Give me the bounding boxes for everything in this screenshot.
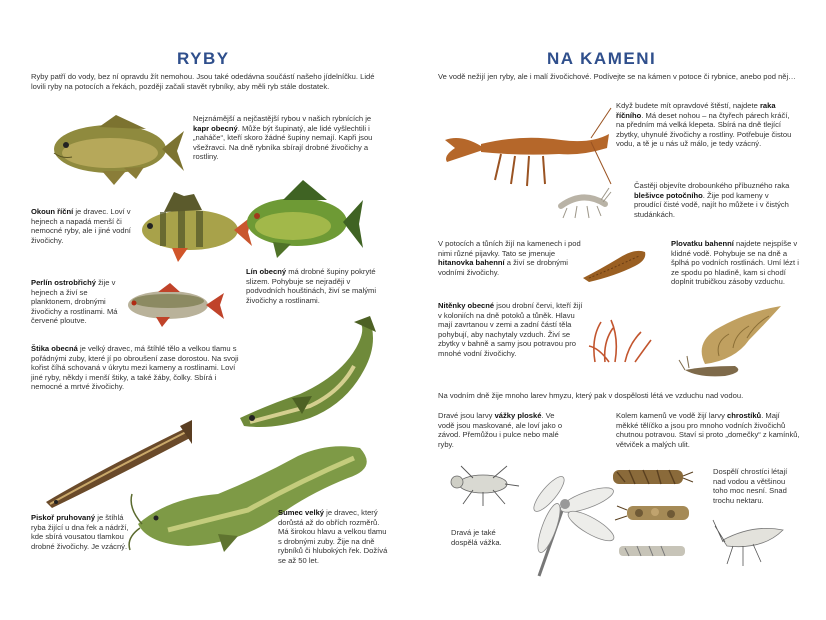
tench-illustration [243,178,363,260]
vazka-caption: Dravá je také dospělá vážka. [451,528,502,547]
amphipod-illustration [553,186,613,220]
tubifex-illustration [585,318,655,364]
caddisfly-illustration [713,516,785,570]
okoun-text: Okoun říční je dravec. Loví v hejnech a napadá menší či nemocné ryby, ale i jiné vodní živočichy. [31,207,131,245]
intro-text: Ryby patří do vody, bez ní opravdu žít nemohou. Jsou také odedávna součástí našeho jídelníčku. Lidé lovili ryby na potocích a řekách, později začali stavět rybníky, aby měli ryb stále dostatek. [31,72,375,91]
rudd-illustration [122,283,226,329]
piskor-text: Piskoř pruhovaný je štíhlá ryba žijící u dna řek a nádrží, kde sbírá vousatou tlamkou drobné živočichy. Je vzácný. [31,513,129,551]
chrostik-text: Kolem kamenů ve vodě žijí larvy chrostíků. Mají měkké tělíčko a jsou pro mnoho vodních živočichů chutnou potravou. Staví si proto „domečky“ z kamínků, větviček a malých ulit. [616,411,800,449]
right-page [413,0,826,620]
hitanovka-text: V potocích a tůních žijí na kamenech i pod nimi různé pijavky. Tato se jmenuje hitanovka bahenní a živí se drobnými vodními živočichy. [438,239,581,277]
perch-illustration [134,190,254,268]
pike-illustration [230,318,380,438]
dragonfly-illustration [529,478,613,578]
leech-illustration [579,244,649,284]
larvy-intro-text: Na vodním dně žije mnoho larev hmyzu, který pak v dospělosti létá ve vzduchu nad vodou. [438,391,744,400]
crayfish-illustration [441,104,611,194]
vazky-text: Dravé jsou larvy vážky ploské. Ve vodě jsou maskované, ale loví jako o závod. Přemůžou i pulce nebo malé ryby. [438,411,563,449]
dragonfly-larva-illustration [443,462,521,506]
snail-illustration [675,304,785,378]
perlin-text: Perlín ostrobřichý žije v hejnech a živí se planktonem, drobnými živočichy a rostlinami. Má červené ploutve. [31,278,118,326]
chrostik-caption: Dospělí chrostíci létají nad vodou a většinou toho moc nesní. Snad trochu nektaru. [713,467,788,505]
blesivec-text: Častěji objevíte drobounkého příbuzného raka blešivce potočního. Žije pod kameny v proudící čisté vodě, najít ho můžete i v čistých studánkách. [634,181,790,219]
page-title-ryby: RYBY [177,49,230,68]
caddis-larvae-illustration [609,466,693,570]
page-title-na-kameni: NA KAMENI [547,49,657,68]
lin-text: Lín obecný má drobné šupiny pokryté slizem. Pohybuje se nejraději v podvodních houštinách, živí se malými živočichy a rostlinami. [246,267,377,305]
nitenky-text: Nitěnky obecné jsou drobní červi, kteří žijí v koloniích na dně potoků a tůněk. Hlavu mají zavrtanou v zemi a zadní částí těla pohybují, aby nachytaly vzduch. Živí se zbytky v bahně a samy jsou potravou pro mnohé vodní živočichy. [438,301,583,358]
kapr-text: Nejznámější a nejčastější rybou v našich rybnících je kapr obecný. Může být šupinatý, ale lidé vyšlechtili i „naháče“, kteří skoro žádné šupiny nemají. Kapři jsou všežravci. Na dně rybníka sbírají drobné živočichy a rostliny. [193,114,373,162]
rak-text: Když budete mít opravdové štěstí, najdete raka říčního. Má deset nohou – na čtyřech párech kráčí, na předním má velká klepeta. Sbírá na dně tlející zbytky, uhynulé živočichy a rostliny. Potřebuje čistou vodu, a tě je u nás už málo, je tedy vzácný. [616,101,792,149]
stika-text: Štika obecná je velký dravec, má štíhlé tělo a velkou tlamu s pořádnými zuby, které jí po obroušení zase dorostou. Na svoji kořist číhá schovaná v úkrytu mezi kameny a rostlinami. Loví jiné ryby, někdy i menší štiky, a také žáby, čolky. Sbírá i nemocné a mrtvé živočichy. [31,344,239,392]
carp-illustration [44,113,186,189]
right-intro-text: Ve vodě nežijí jen ryby, ale i malí živočichové. Podívejte se na kámen v potoce či rybnice, anebo pod něj… [438,72,796,81]
plovatka-text: Plovatku bahenní najdete nejspíše v klidné vodě. Pohybuje se na dně a šplhá po vodních rostlinách. Umí lézt i ze spodu po hladině, kam si chodí doplnit trubičkou zásoby vzduchu. [671,239,799,287]
sumec-text: Sumec velký je dravec, který dorůstá až do obřích rozměrů. Má širokou hlavu a velkou tlamu s drobnými zuby. Žije na dně rybníků či hlubokých řek. Dožívá se až 50 let. [278,508,388,565]
